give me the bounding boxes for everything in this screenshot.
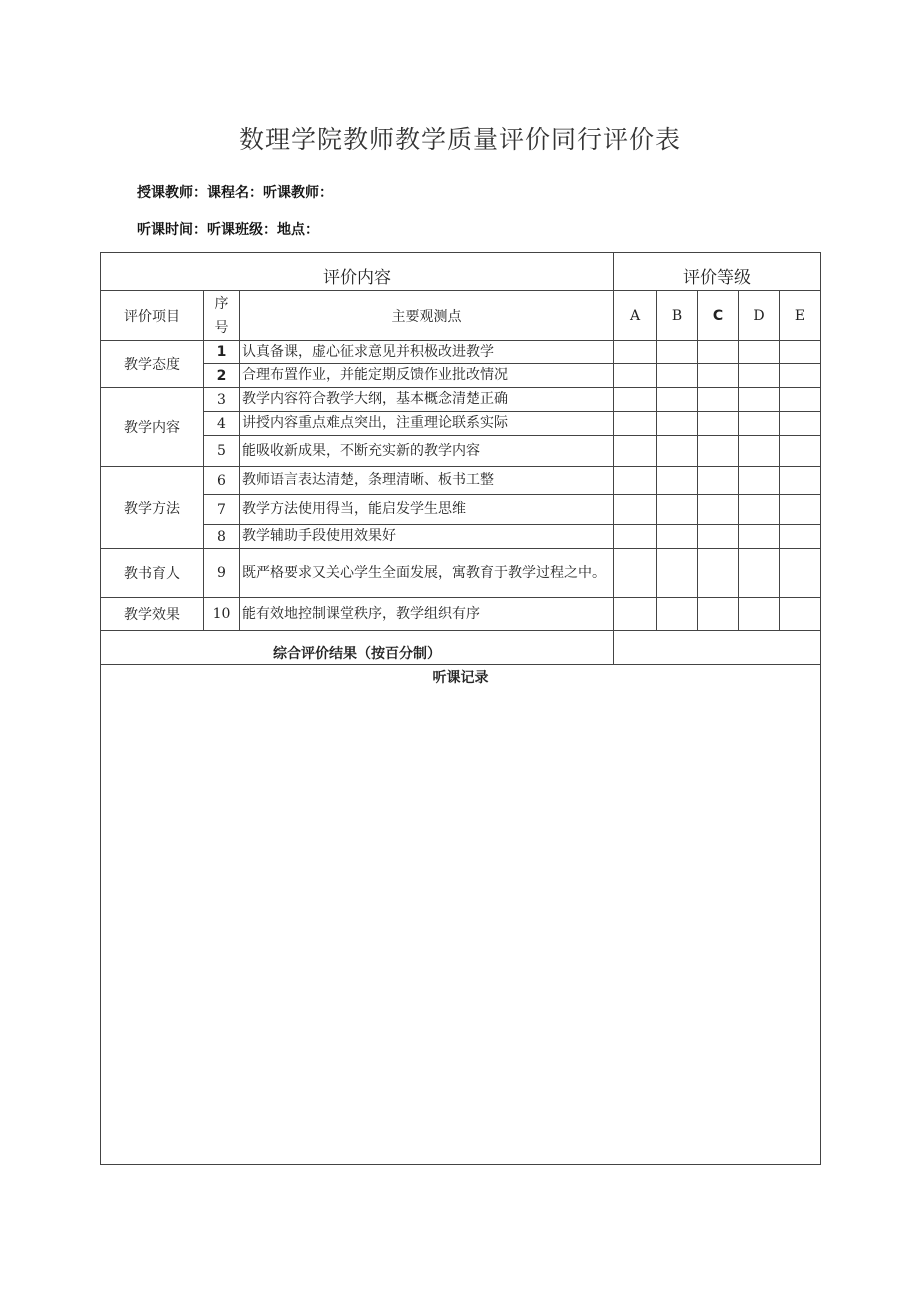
grade-cell[interactable] xyxy=(739,436,780,467)
notes-title: 听课记录 xyxy=(432,670,489,686)
grade-cell[interactable] xyxy=(614,549,657,598)
table-row xyxy=(101,436,821,467)
grade-cell[interactable] xyxy=(739,412,780,436)
row-text: 能吸收新成果，不断充实新的教学内容 xyxy=(240,436,614,467)
grade-cell[interactable] xyxy=(780,549,821,598)
grade-cell[interactable] xyxy=(614,495,657,525)
grade-cell[interactable] xyxy=(739,388,780,412)
info-line-teacher-course: 授课教师：课程名：听课教师： xyxy=(137,185,333,201)
grade-cell[interactable] xyxy=(657,412,698,436)
grade-cell[interactable] xyxy=(698,495,739,525)
grade-cell[interactable] xyxy=(614,412,657,436)
group-effect: 教学效果 xyxy=(101,598,204,631)
grade-cell[interactable] xyxy=(780,495,821,525)
col-header-point: 主要观测点 xyxy=(240,291,614,341)
row-seq: 1 xyxy=(204,341,240,364)
table-row xyxy=(101,341,821,364)
table-row xyxy=(101,495,821,525)
row-seq: 10 xyxy=(204,598,240,631)
grade-header-c: C xyxy=(698,291,739,341)
grade-cell[interactable] xyxy=(780,467,821,495)
grade-cell[interactable] xyxy=(698,436,739,467)
grade-cell[interactable] xyxy=(698,412,739,436)
grade-cell[interactable] xyxy=(780,436,821,467)
col-header-seq-2: 号 xyxy=(214,319,229,336)
col-header-seq-1: 序 xyxy=(214,295,229,312)
evaluation-table xyxy=(100,252,821,1165)
grade-cell[interactable] xyxy=(698,467,739,495)
row-text: 教师语言表达清楚，条理清晰、板书工整 xyxy=(240,467,614,495)
grade-cell[interactable] xyxy=(739,364,780,388)
col-header-seq xyxy=(204,291,240,341)
row-seq: 7 xyxy=(204,495,240,525)
grade-cell[interactable] xyxy=(657,436,698,467)
grade-cell[interactable] xyxy=(780,598,821,631)
grade-cell[interactable] xyxy=(698,341,739,364)
row-seq: 5 xyxy=(204,436,240,467)
table-row xyxy=(101,467,821,495)
grade-cell[interactable] xyxy=(780,388,821,412)
table-row xyxy=(101,364,821,388)
grade-cell[interactable] xyxy=(739,341,780,364)
grade-cell[interactable] xyxy=(657,525,698,549)
notes-area[interactable] xyxy=(101,665,821,1165)
table-row xyxy=(101,598,821,631)
grade-cell[interactable] xyxy=(780,525,821,549)
group-content: 教学内容 xyxy=(101,388,204,467)
row-text: 教学内容符合教学大纲，基本概念清楚正确 xyxy=(240,388,614,412)
row-seq: 8 xyxy=(204,525,240,549)
row-seq: 4 xyxy=(204,412,240,436)
grade-cell[interactable] xyxy=(657,467,698,495)
row-text: 讲授内容重点难点突出，注重理论联系实际 xyxy=(240,412,614,436)
grade-cell[interactable] xyxy=(698,388,739,412)
row-text: 能有效地控制课堂秩序，教学组织有序 xyxy=(240,598,614,631)
grade-cell[interactable] xyxy=(698,549,739,598)
grade-cell[interactable] xyxy=(698,598,739,631)
row-text: 教学辅助手段使用效果好 xyxy=(240,525,614,549)
grade-cell[interactable] xyxy=(614,341,657,364)
row-text: 合理布置作业，并能定期反馈作业批改情况 xyxy=(240,364,614,388)
grade-cell[interactable] xyxy=(614,388,657,412)
header-evaluation-grade: 评价等级 xyxy=(614,253,821,291)
table-row xyxy=(101,549,821,598)
grade-cell[interactable] xyxy=(780,341,821,364)
row-seq: 9 xyxy=(204,549,240,598)
summary-score-cell[interactable] xyxy=(614,631,821,665)
grade-cell[interactable] xyxy=(739,467,780,495)
grade-cell[interactable] xyxy=(739,598,780,631)
grade-cell[interactable] xyxy=(657,388,698,412)
grade-cell[interactable] xyxy=(739,525,780,549)
grade-cell[interactable] xyxy=(698,364,739,388)
grade-cell[interactable] xyxy=(657,364,698,388)
grade-cell[interactable] xyxy=(698,525,739,549)
row-text: 认真备课，虚心征求意见并积极改进教学 xyxy=(240,341,614,364)
grade-cell[interactable] xyxy=(614,598,657,631)
grade-cell[interactable] xyxy=(780,412,821,436)
grade-cell[interactable] xyxy=(614,364,657,388)
header-evaluation-content: 评价内容 xyxy=(101,253,614,291)
grade-cell[interactable] xyxy=(657,495,698,525)
row-text: 既严格要求又关心学生全面发展，寓教育于教学过程之中。 xyxy=(240,549,614,598)
group-method: 教学方法 xyxy=(101,467,204,549)
col-header-item: 评价项目 xyxy=(101,291,204,341)
grade-cell[interactable] xyxy=(657,549,698,598)
grade-header-b: B xyxy=(657,291,698,341)
grade-cell[interactable] xyxy=(739,549,780,598)
grade-cell[interactable] xyxy=(657,598,698,631)
group-education: 教书育人 xyxy=(101,549,204,598)
grade-cell[interactable] xyxy=(614,525,657,549)
page-title: 数理学院教师教学质量评价同行评价表 xyxy=(238,125,681,154)
info-line-time-class-place: 听课时间：听课班级：地点： xyxy=(137,222,319,238)
row-seq: 6 xyxy=(204,467,240,495)
table-row xyxy=(101,412,821,436)
grade-cell[interactable] xyxy=(739,495,780,525)
group-attitude: 教学态度 xyxy=(101,341,204,388)
row-seq: 3 xyxy=(204,388,240,412)
grade-cell[interactable] xyxy=(614,467,657,495)
grade-header-e: E xyxy=(780,291,821,341)
grade-header-d: D xyxy=(739,291,780,341)
grade-cell[interactable] xyxy=(657,341,698,364)
table-row xyxy=(101,525,821,549)
table-row xyxy=(101,388,821,412)
row-seq: 2 xyxy=(204,364,240,388)
grade-cell[interactable] xyxy=(780,364,821,388)
row-text: 教学方法使用得当，能启发学生思维 xyxy=(240,495,614,525)
grade-cell[interactable] xyxy=(614,436,657,467)
summary-label: 综合评价结果（按百分制） xyxy=(101,631,614,665)
grade-header-a: A xyxy=(614,291,657,341)
